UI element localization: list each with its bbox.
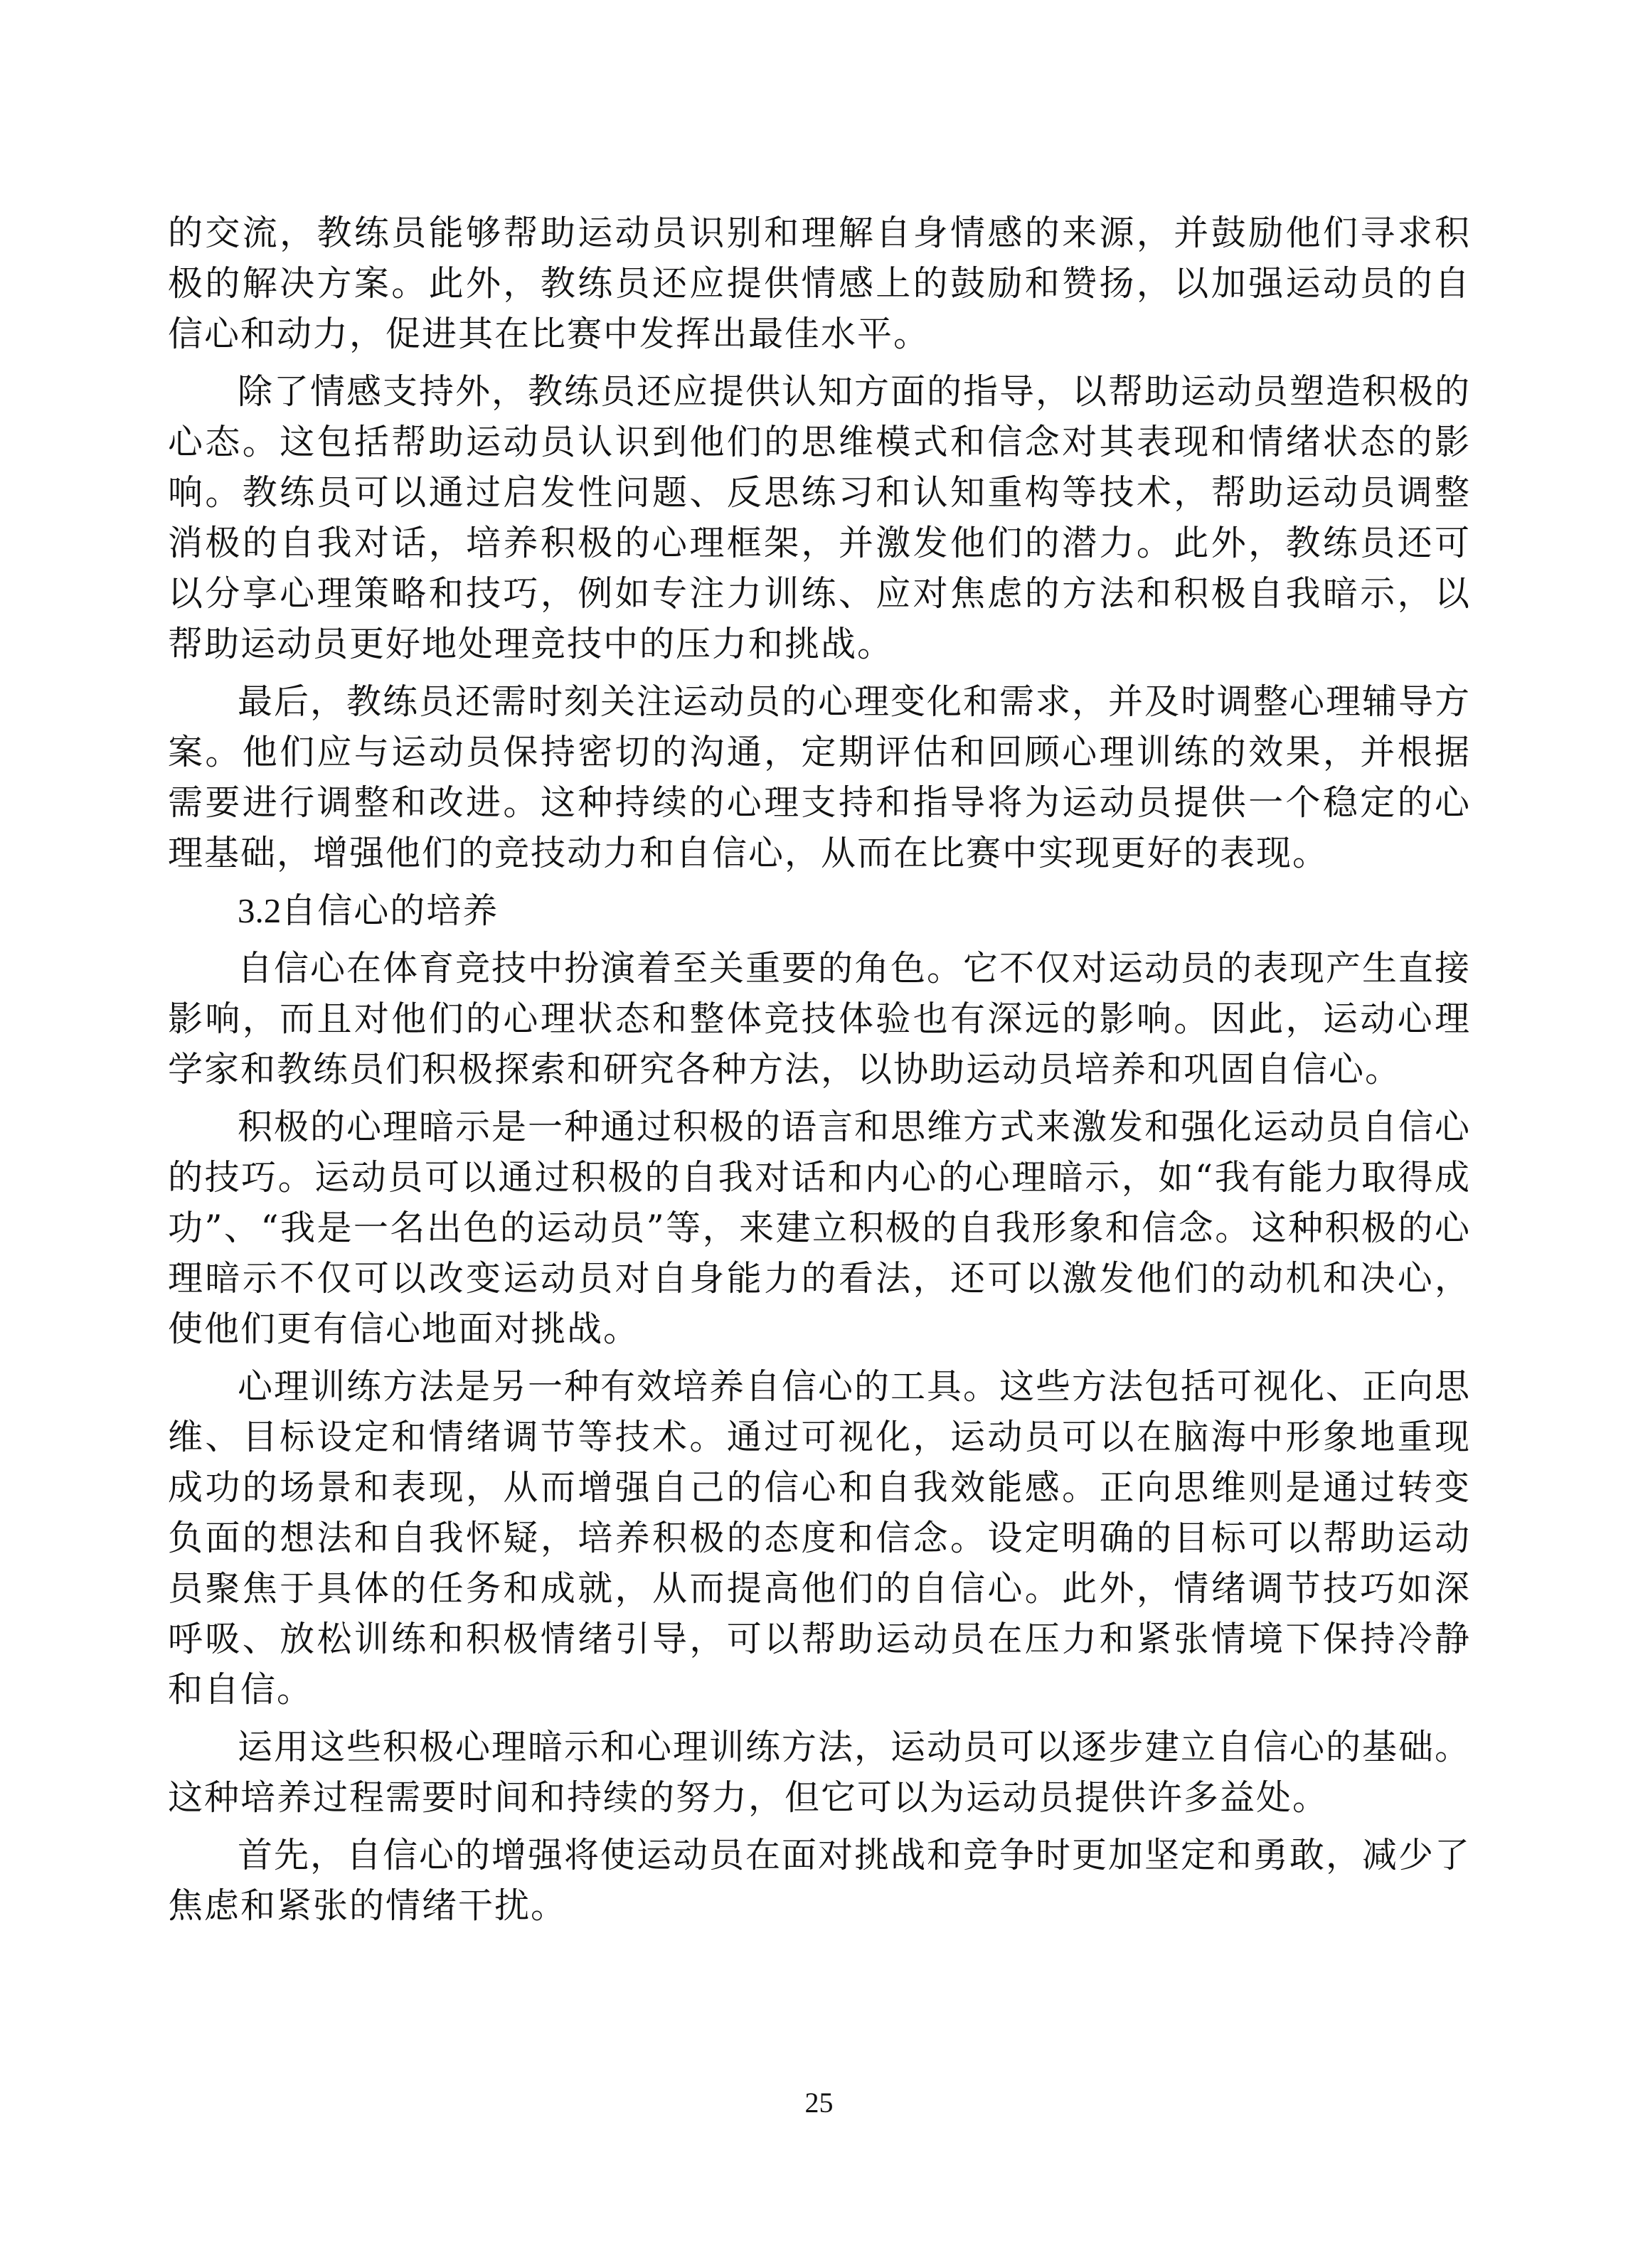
paragraph-continued: 的交流，教练员能够帮助运动员识别和理解自身情感的来源，并鼓励他们寻求积极的解决方案。此外，教练员还应提供情感上的鼓励和赞扬，以加强运动员的自信心和动力，促进其在比赛中发挥出最佳水平。: [168, 213, 1471, 354]
paragraph-confidence-intro: 自信心在体育竞技中扮演着至关重要的角色。它不仅对运动员的表现产生直接影响，而且对他们的心理状态和整体竞技体验也有深远的影响。因此，运动心理学家和教练员们积极探索和研究各种方法，以协助运动员培养和巩固自信心。: [168, 948, 1472, 1090]
paragraph-cognitive-guidance: 除了情感支持外，教练员还应提供认知方面的指导，以帮助运动员塑造积极的心态。这包括帮助运动员认识到他们的思维模式和信念对其表现和情绪状态的影响。教练员可以通过启发性问题、反思练习和认知重构等技术，帮助运动员调整消极的自我对话，培养积极的心理框架，并激发他们的潜力。此外，教练员还可以分享心理策略和技巧，例如专注力训练、应对焦虑的方法和积极自我暗示，以帮助运动员更好地处理竞技中的压力和挑战。: [168, 371, 1472, 664]
section-title: 自信心的培养: [281, 890, 499, 931]
page-number: 25: [804, 2087, 834, 2119]
paragraph-applying-methods: 运用这些积极心理暗示和心理训练方法，运动员可以逐步建立自信心的基础。这种培养过程需要时间和持续的努力，但它可以为运动员提供许多益处。: [168, 1727, 1472, 1818]
section-heading: [168, 885, 1471, 936]
section-number: 3.2: [238, 891, 282, 930]
paragraph-first-benefit: 首先，自信心的增强将使运动员在面对挑战和竞争时更加坚定和勇敢，减少了焦虑和紧张的情绪干扰。: [168, 1835, 1472, 1926]
paragraph-positive-suggestion: 积极的心理暗示是一种通过积极的语言和思维方式来激发和强化运动员自信心的技巧。运动员可以通过积极的自我对话和内心的心理暗示，如“我有能力取得成功”、“我是一名出色的运动员”等，来建立积极的自我形象和信念。这种积极的心理暗示不仅可以改变运动员对自身能力的看法，还可以激发他们的动机和决心，使他们更有信心地面对挑战。: [168, 1107, 1472, 1349]
paragraph-mental-training: 心理训练方法是另一种有效培养自信心的工具。这些方法包括可视化、正向思维、目标设定和情绪调节等技术。通过可视化，运动员可以在脑海中形象地重现成功的场景和表现，从而增强自己的信心和自我效能感。正向思维则是通过转变负面的想法和自我怀疑，培养积极的态度和信念。设定明确的目标可以帮助运动员聚焦于具体的任务和成就，从而提高他们的自信心。此外，情绪调节技巧如深呼吸、放松训练和积极情绪引导，可以帮助运动员在压力和紧张情境下保持冷静和自信。: [168, 1366, 1472, 1710]
body-text: [168, 208, 1471, 1938]
paragraph-ongoing-support: 最后，教练员还需时刻关注运动员的心理变化和需求，并及时调整心理辅导方案。他们应与运动员保持密切的沟通，定期评估和回顾心理训练的效果，并根据需要进行调整和改进。这种持续的心理支持和指导将为运动员提供一个稳定的心理基础，增强他们的竞技动力和自信心，从而在比赛中实现更好的表现。: [168, 681, 1472, 873]
